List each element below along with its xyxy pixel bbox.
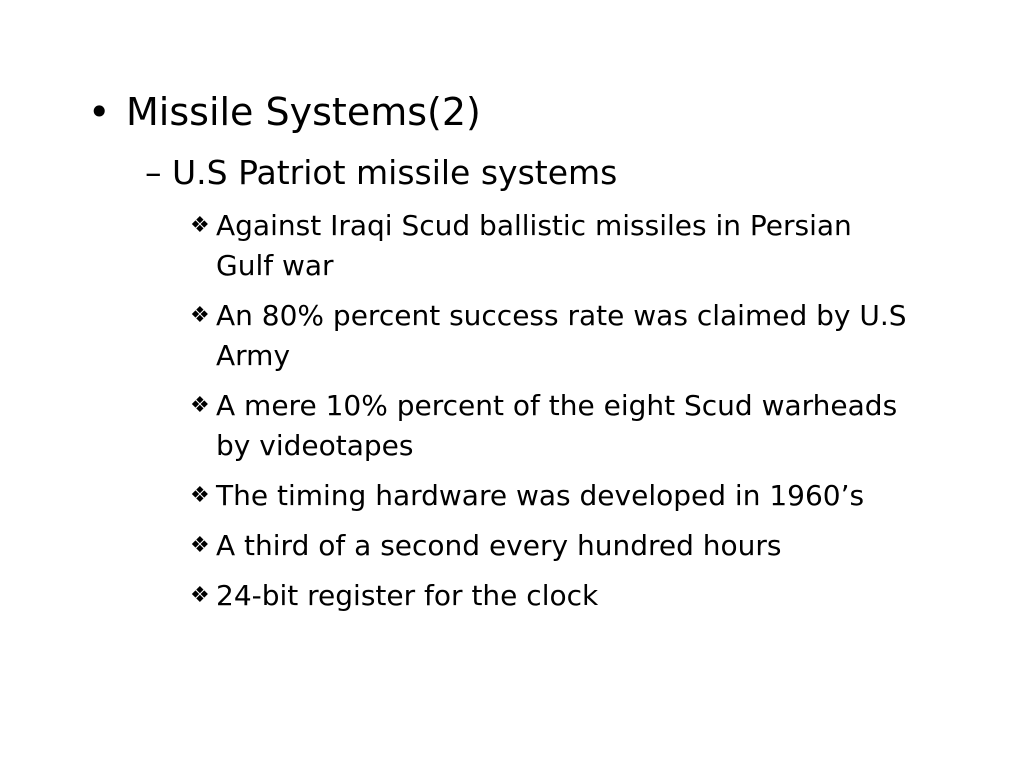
level1-bullet xyxy=(88,88,481,136)
list-item xyxy=(190,576,910,616)
list-item xyxy=(190,526,910,566)
diamond-bullet-icon: ❖ xyxy=(190,213,210,238)
list-item xyxy=(190,296,910,376)
diamond-bullet-icon: ❖ xyxy=(190,533,210,558)
bullet-text: Against Iraqi Scud ballistic missiles in Persian Gulf war xyxy=(216,209,852,282)
diamond-bullet-icon: ❖ xyxy=(190,303,210,328)
list-item xyxy=(190,476,910,516)
bullet-text: A mere 10% percent of the eight Scud warheads by videotapes xyxy=(216,389,898,462)
bullet-dot-icon: • xyxy=(88,90,111,134)
bullet-text: An 80% percent success rate was claimed by U.S Army xyxy=(216,299,907,372)
diamond-bullet-icon: ❖ xyxy=(190,393,210,418)
diamond-bullet-icon: ❖ xyxy=(190,583,210,608)
bullet-text: 24-bit register for the clock xyxy=(216,579,599,612)
slide-subtitle: U.S Patriot missile systems xyxy=(172,153,618,192)
diamond-bullet-icon: ❖ xyxy=(190,483,210,508)
level2-bullet xyxy=(145,152,617,194)
dash-icon: – xyxy=(145,153,162,192)
list-item xyxy=(190,386,910,466)
slide-title: Missile Systems(2) xyxy=(126,90,481,134)
bullet-text: The timing hardware was developed in 1960’s xyxy=(216,479,865,512)
list-item xyxy=(190,206,910,286)
bullet-list xyxy=(190,206,910,626)
bullet-text: A third of a second every hundred hours xyxy=(216,529,782,562)
